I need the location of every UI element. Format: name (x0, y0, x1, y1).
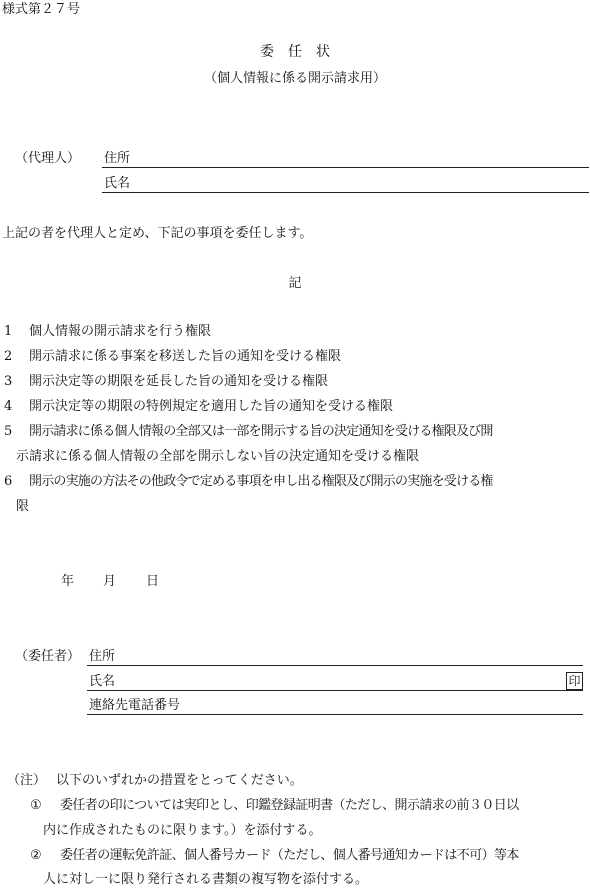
note-text: 委任者の印については実印とし、印鑑登録証明書（ただし、開示請求の前３０日以 (60, 798, 519, 813)
note-text-continued: 内に作成されたものに限ります。）を添付する。 (43, 823, 322, 838)
date-year: 年 (61, 574, 75, 589)
note-mark: ① (30, 798, 42, 813)
item-text: 開示請求に係る事案を移送した旨の通知を受ける権限 (29, 349, 342, 364)
item-text: 開示請求に係る個人情報の全部又は一部を開示する旨の決定通知を受ける権限及び開 (29, 424, 493, 439)
item-text: 開示決定等の期限を延長した旨の通知を受ける権限 (29, 374, 329, 389)
notes-intro: 以下のいずれかの措置をとってください。 (56, 773, 303, 788)
seal-mark: 印 (566, 672, 583, 690)
item-text-continued: 示請求に係る個人情報の全部を開示しない旨の決定通知を受ける権限 (16, 449, 420, 464)
date-month: 月 (103, 574, 117, 589)
principal-name-line[interactable] (87, 690, 583, 691)
item-number: 1 (4, 324, 13, 339)
note-mark: ② (30, 848, 42, 863)
principal-name-label: 氏名 (89, 674, 116, 689)
agent-name-label: 氏名 (104, 176, 131, 191)
agent-label: （代理人） (15, 151, 81, 166)
ki-heading: 記 (288, 276, 302, 291)
item-number: 2 (4, 349, 13, 364)
item-text: 開示の実施の方法その他政令で定める事項を申し出る権限及び開示の実施を受ける権 (29, 474, 493, 489)
item-text: 開示決定等の期限の特例規定を適用した旨の通知を受ける権限 (29, 399, 394, 414)
document-subtitle: （個人情報に係る開示請求用） (203, 71, 386, 86)
principal-label: （委任者） (15, 649, 81, 664)
item-number: 3 (4, 374, 13, 389)
principal-address-line[interactable] (87, 665, 583, 666)
item-text: 個人情報の開示請求を行う権限 (29, 324, 212, 339)
item-number: 5 (4, 424, 13, 439)
agent-address-label: 住所 (104, 151, 131, 166)
item-number: 4 (4, 399, 13, 414)
principal-phone-label: 連絡先電話番号 (89, 698, 181, 713)
date-day: 日 (146, 574, 160, 589)
form-number: 様式第２７号 (2, 2, 81, 17)
document-title: 委 任 状 (260, 44, 330, 60)
note-text: 委任者の運転免許証、個人番号カード（ただし、個人番号通知カードは不可）等本 (60, 848, 519, 863)
delegation-statement: 上記の者を代理人と定め、下記の事項を委任します。 (2, 226, 313, 241)
principal-phone-line[interactable] (87, 714, 583, 715)
agent-name-line[interactable] (102, 192, 589, 193)
item-number: 6 (4, 474, 13, 489)
notes-label: （注） (7, 773, 47, 788)
agent-address-line[interactable] (102, 167, 589, 168)
principal-address-label: 住所 (89, 649, 116, 664)
note-text-continued: 人に対し一に限り発行される書類の複写物を添付する。 (43, 872, 369, 887)
item-text-continued: 限 (16, 499, 30, 514)
